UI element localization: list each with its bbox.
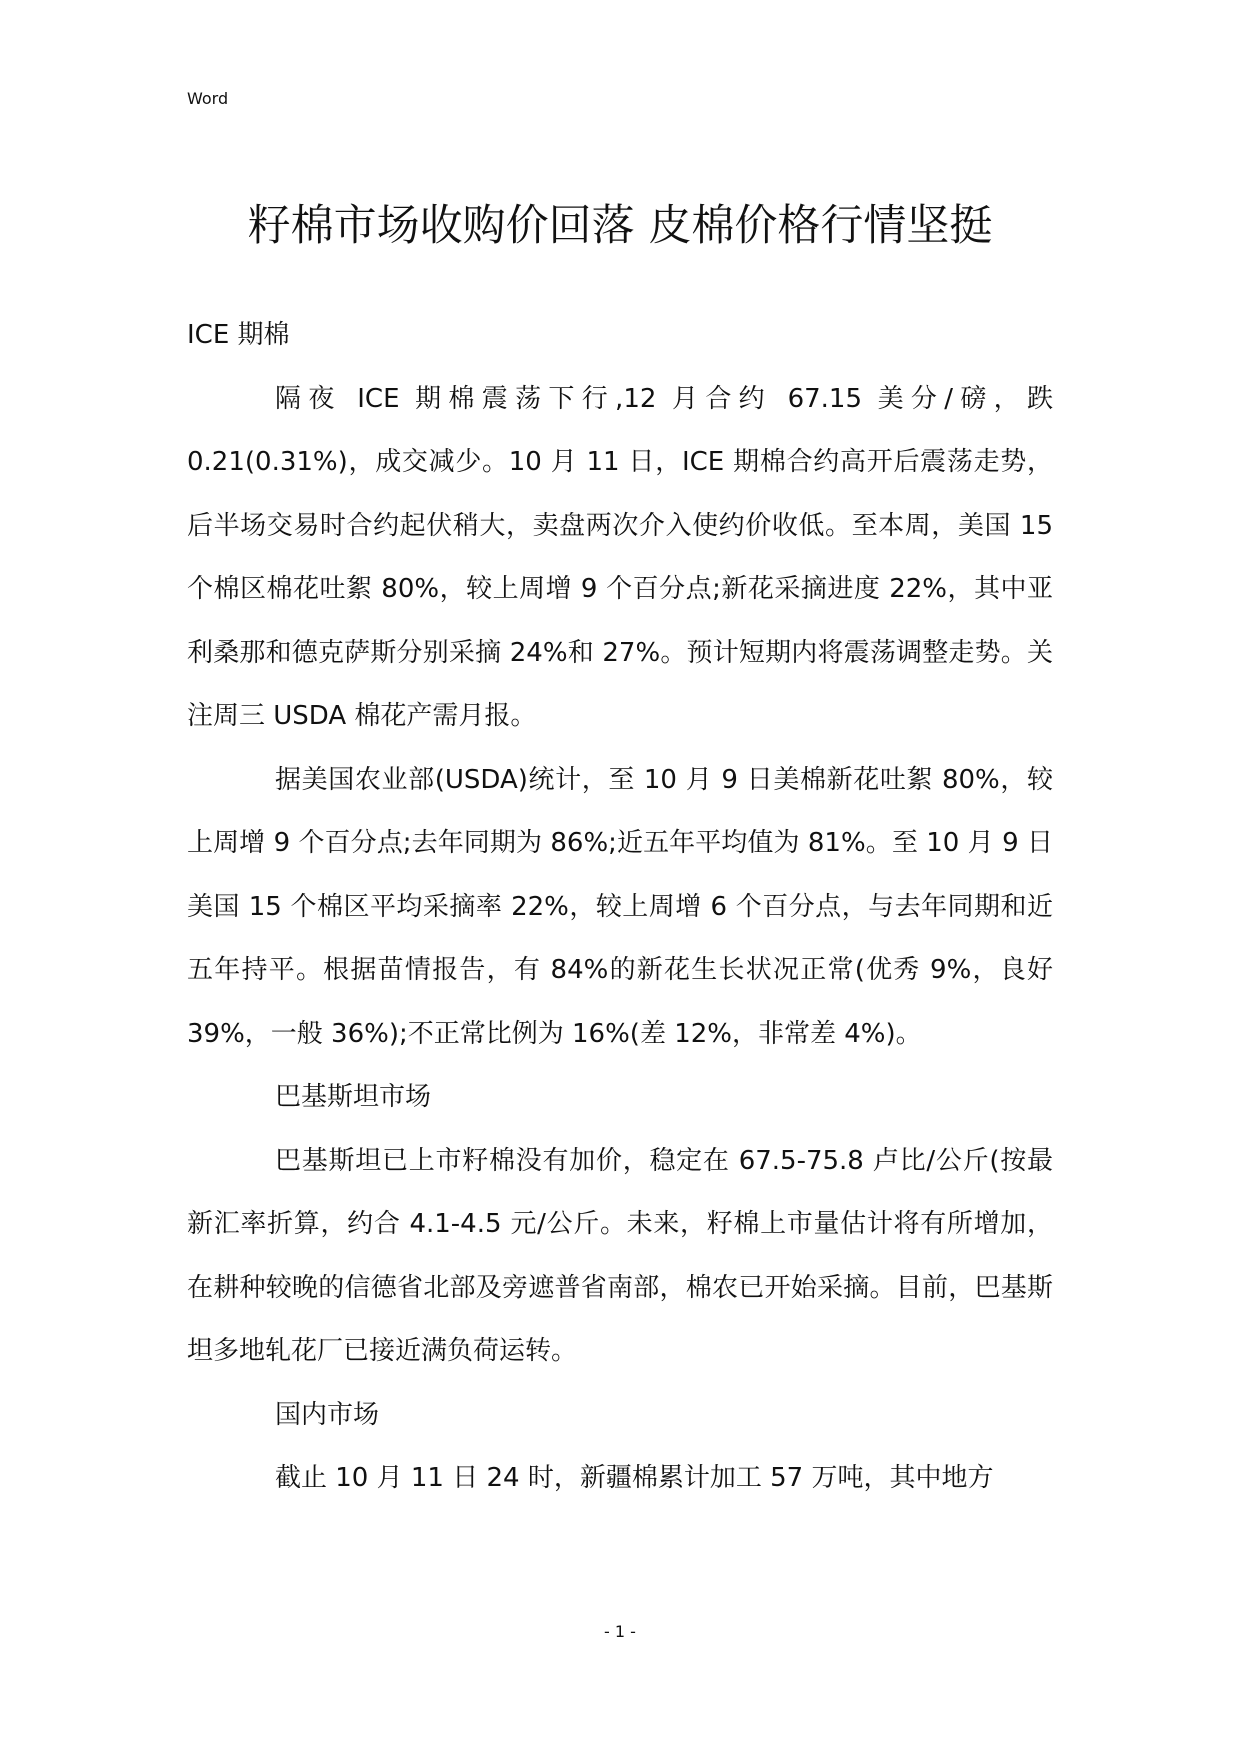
paragraph-domestic-market: 截止 10 月 11 日 24 时，新疆棉累计加工 57 万吨，其中地方	[275, 1463, 994, 1493]
paragraph-ice-futures: 隔夜 ICE 期棉震荡下行,12 月合约 67.15 美分/磅，跌 0.21(0.31%)，成交减少。10 月 11 日，ICE 期棉合约高开后震荡走势，后半场交易时合约起伏稍大，卖盘两次介入使约价收低。至本周，美国 15 个棉区棉花吐絮 80%，较上周增 9 个百分点;新花采摘进度 22%，其中亚利桑那和德克萨斯分别采摘 24%和 27%。预计短期内将震荡调整走势。关注周三 USDA 棉花产需月报。	[187, 383, 1053, 731]
header-label: Word	[187, 89, 229, 108]
paragraph-pakistan-market: 巴基斯坦已上市籽棉没有加价，稳定在 67.5-75.8 卢比/公斤(按最新汇率折算，约合 4.1-4.5 元/公斤。未来，籽棉上市量估计将有所增加，在耕种较晚的信德省北部及旁遮普省南部，棉农已开始采摘。目前，巴基斯坦多地轧花厂已接近满负荷运转。	[187, 1145, 1053, 1366]
paragraph-usda-statistics: 据美国农业部(USDA)统计，至 10 月 9 日美棉新花吐絮 80%，较上周增 9 个百分点;去年同期为 86%;近五年平均值为 81%。至 10 月 9 日美国 15 个棉区平均采摘率 22%，较上周增 6 个百分点，与去年同期和近五年持平。根据苗情报告，有 84%的新花生长状况正常(优秀 9%，良好 39%，一般 36%);不正常比例为 16%(差 12%，非常差 4%)。	[187, 764, 1053, 1049]
section-heading-ice: ICE 期棉	[187, 320, 290, 350]
section-heading-domestic: 国内市场	[275, 1399, 380, 1430]
section-heading-pakistan: 巴基斯坦市场	[275, 1082, 432, 1112]
document-body	[187, 304, 1053, 1511]
page-number: - 1 -	[604, 1622, 636, 1641]
document-title: 籽棉市场收购价回落 皮棉价格行情坚挺	[247, 201, 993, 251]
